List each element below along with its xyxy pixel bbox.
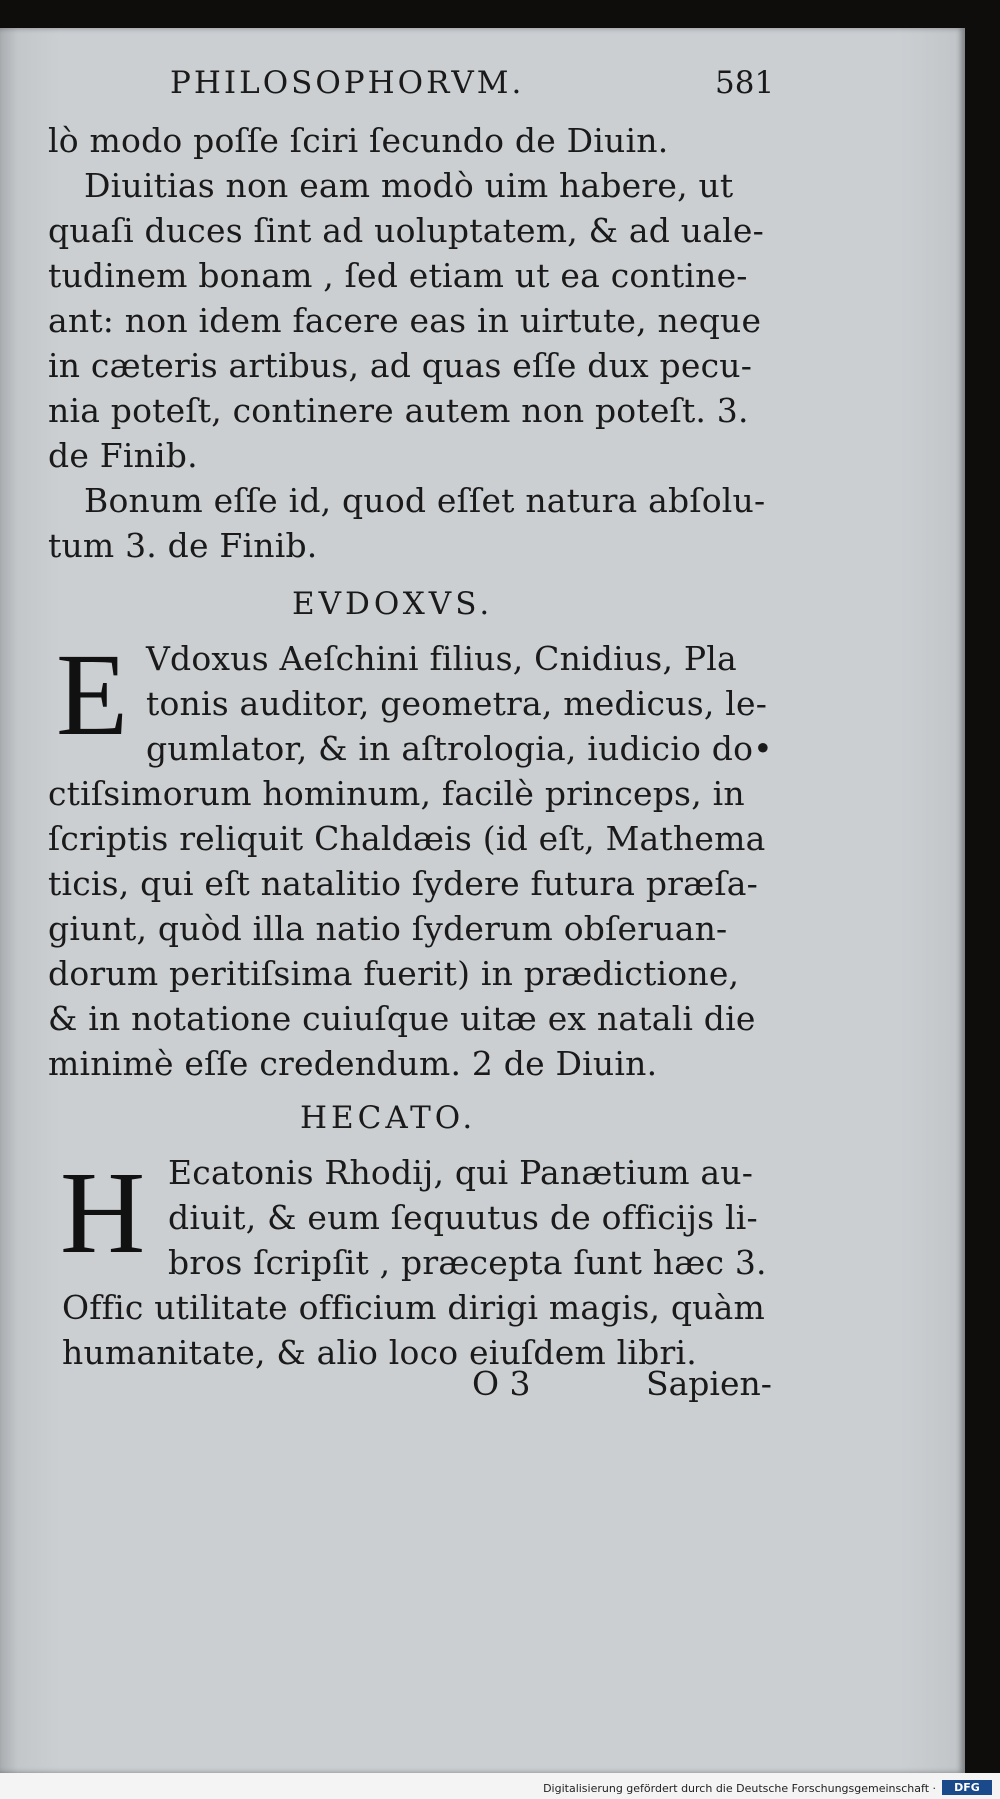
text-line: de Finib. (48, 436, 198, 475)
text-line: Vdoxus Aeſchini filius, Cnidius, Pla (146, 639, 737, 678)
text-line: giunt, quòd illa natio ſyderum obſeruan- (48, 909, 728, 948)
text-line: quaſi duces ſint ad uoluptatem, & ad uale- (48, 211, 764, 250)
page-number: 581 (715, 65, 775, 101)
drop-cap-initial: E (56, 629, 129, 760)
text-line: dorum peritiſsima fuerit) in prædictione, (48, 954, 740, 993)
text-block-1 (48, 118, 765, 568)
text-line: in cæteris artibus, ad quas eſſe dux pecu- (48, 346, 753, 385)
text-line: tudinem bonam , ſed etiam ut ea contine- (48, 256, 748, 295)
text-line: Ecatonis Rhodij, qui Panætium au- (168, 1153, 754, 1192)
text-block-hecato (60, 1147, 767, 1375)
text-line: diuit, & eum ſequutus de officijs li- (168, 1198, 758, 1237)
drop-cap-initial: H (60, 1147, 146, 1278)
text-block-eudoxus (48, 629, 773, 1086)
text-line: lò modo poſſe ſciri ſecundo de Diuin. (48, 121, 669, 160)
signature-mark: O 3 (472, 1364, 531, 1403)
text-line: tum 3. de Finib. (48, 526, 318, 565)
section-heading-hecato: HECATO. (300, 1100, 477, 1136)
text-line: ſcriptis reliquit Chaldæis (id eſt, Mathema (48, 819, 766, 858)
digitization-credit: Digitalisierung gefördert durch die Deutsche Forschungsgemeinschaft · (543, 1782, 936, 1795)
text-line: ant: non idem facere eas in uirtute, neque (48, 301, 762, 340)
text-line: nia poteſt, continere autem non poteſt. 3. (48, 391, 749, 430)
text-line: ticis, qui eſt natalitio ſydere futura præſa- (48, 864, 759, 903)
text-line: minimè eſſe credendum. 2 de Diuin. (48, 1044, 658, 1083)
text-line: humanitate, & alio loco eiuſdem libri. (62, 1333, 697, 1372)
text-line: bros ſcripſit , præcepta ſunt hæc 3. (168, 1243, 767, 1282)
text-line: Offic utilitate officium dirigi magis, quàm (62, 1288, 766, 1327)
text-line: ctiſsimorum hominum, facilè princeps, in (48, 774, 745, 813)
dfg-logo: DFG (942, 1780, 992, 1795)
running-title: PHILOSOPHORVM. (170, 65, 525, 101)
text-line: & in notatione cuiuſque uitæ ex natali die (48, 999, 756, 1038)
text-line: Diuitias non eam modò uim habere, ut (84, 166, 734, 205)
catchword: Sapien- (646, 1364, 772, 1403)
section-heading-eudoxus: EVDOXVS. (292, 586, 494, 622)
text-line: tonis auditor, geometra, medicus, le- (146, 684, 768, 723)
text-line: Bonum eſſe id, quod eſſet natura abſolu- (84, 481, 766, 520)
text-line: gumlator, & in aſtrologia, iudicio do• (146, 729, 773, 768)
